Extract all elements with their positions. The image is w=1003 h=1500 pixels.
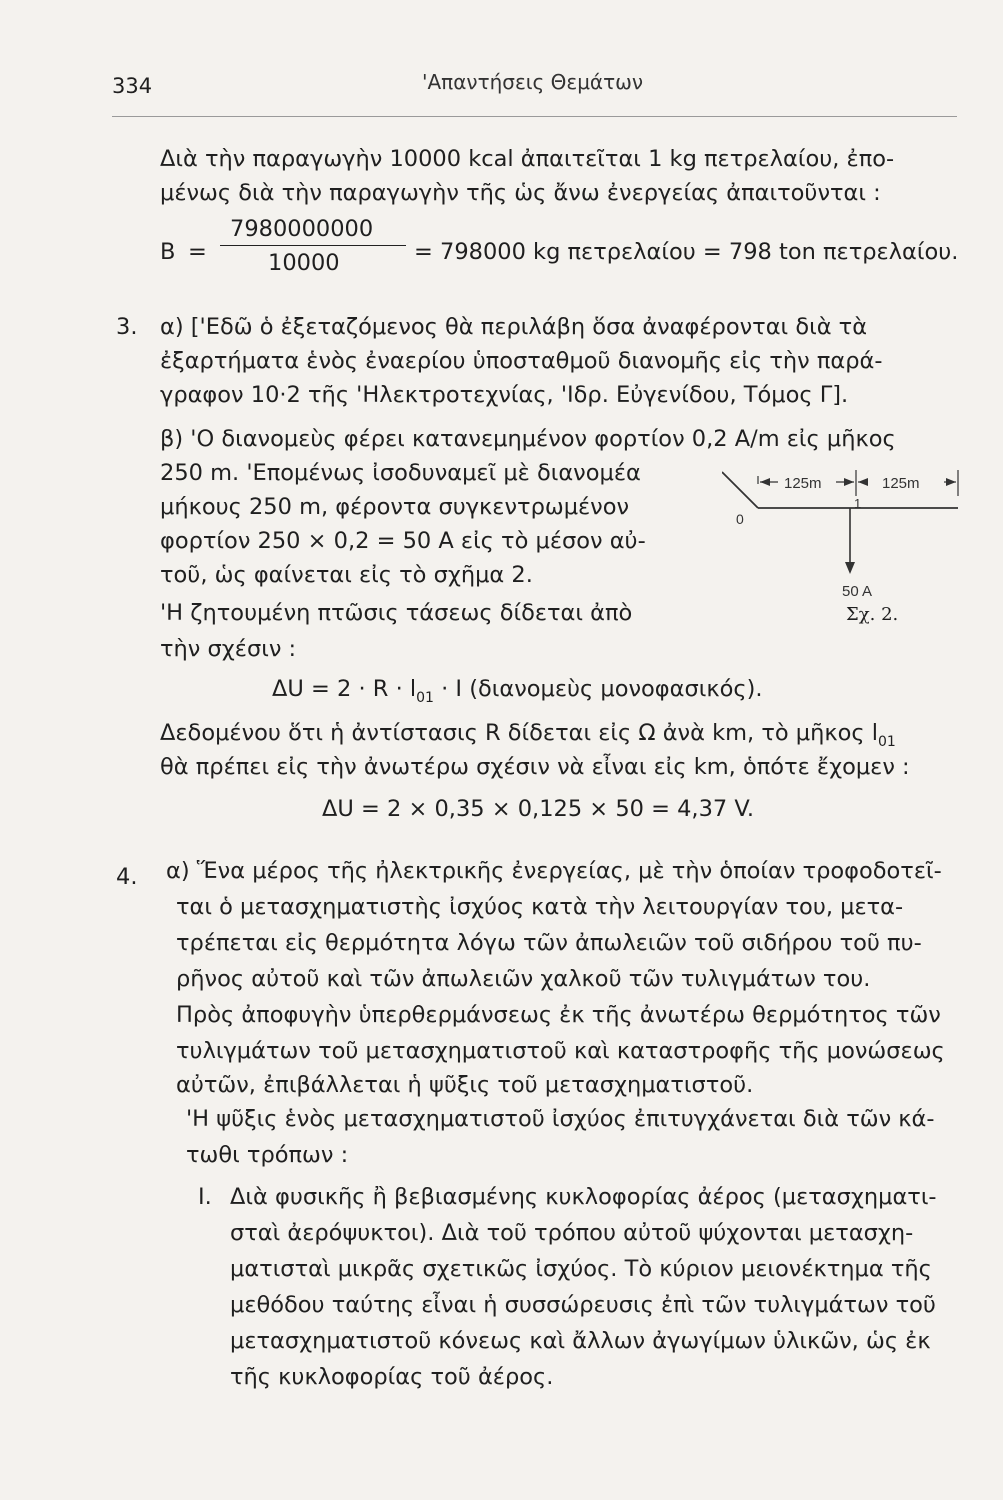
dim-arrow-left (760, 478, 770, 486)
section4-line: α) Ἕνα μέρος τῆς ἠλεκτρικῆς ἐνεργείας, μὲ τὴν ὁποίαν τροφοδοτεῖ- (166, 858, 942, 884)
section3-b-line3: μήκους 250 m, φέροντα συγκεντρωμένον (160, 494, 630, 520)
load-label: 50 A (842, 583, 873, 600)
paragraph1-line2: μένως διὰ τὴν παραγωγὴν τῆς ὡς ἄνω ἐνεργείας ἀπαιτοῦνται : (160, 180, 881, 206)
section3-a-line1: α) ['Εδῶ ὁ ἐξεταζόμενος θὰ περιλάβη ὅσα ἀναφέρονται διὰ τὰ (160, 314, 868, 340)
item-I-line: τῆς κυκλοφορίας τοῦ ἀέρος. (230, 1364, 554, 1390)
section4-line: τωθι τρόπων : (186, 1142, 349, 1168)
dim-arrow-mid-left (844, 478, 854, 486)
header-rule (112, 116, 957, 117)
section4-number: 4. (116, 864, 138, 890)
item-I-line: Διὰ φυσικῆς ἢ βεβιασμένης κυκλοφορίας ἀέρος (μετασχηματι- (230, 1184, 937, 1210)
feeder-slant-line (722, 472, 758, 508)
dim-arrow-mid-right (858, 478, 868, 486)
section3-number: 3. (116, 314, 138, 340)
node-label-0: 0 (736, 511, 744, 527)
fraction-denominator: 10000 (268, 250, 340, 276)
formula-result: ΔU = 2 × 0,35 × 0,125 × 50 = 4,37 V. (322, 796, 754, 822)
figure-caption: Σχ. 2. (846, 604, 899, 625)
page-number: 334 (112, 74, 153, 98)
given-line1 (160, 718, 896, 751)
running-title: 'Απαντήσεις Θεμάτων (422, 70, 644, 94)
item-I-number: I. (198, 1184, 212, 1210)
section3-b-line5: τοῦ, ὡς φαίνεται εἰς τὸ σχῆμα 2. (160, 562, 533, 588)
formula1-post: · I (διανομεὺς μονοφασικός). (433, 676, 763, 702)
given-line2: θὰ πρέπει εἰς τὴν ἀνωτέρω σχέσιν νὰ εἶναι εἰς km, ὁπότε ἔχομεν : (160, 754, 910, 780)
section4-line: τρέπεται εἰς θερμότητα λόγω τῶν ἀπωλειῶν τοῦ σιδήρου τοῦ πυ- (176, 930, 922, 956)
fraction-rhs: = 798000 kg πετρελαίου = 798 ton πετρελαίου. (414, 239, 959, 265)
fraction-bar (220, 245, 406, 246)
section3-b-line1: β) 'Ο διανομεὺς φέρει κατανεμημένον φορτίον 0,2 A/m εἰς μῆκος (160, 426, 896, 452)
item-I-line: μεθόδου ταύτης εἶναι ἡ συσσώρευσις ἐπὶ τῶν τυλιγμάτων τοῦ (230, 1292, 936, 1318)
section3-b-line6: 'Η ζητουμένη πτῶσις τάσεως δίδεται ἀπὸ (160, 600, 633, 626)
section3-b-line2: 250 m. 'Επομένως ἰσοδυναμεῖ μὲ διανομέα (160, 460, 641, 486)
paragraph1-line1: Διὰ τὴν παραγωγὴν 10000 kcal ἀπαιτεῖται 1 kg πετρελαίου, ἐπο- (160, 146, 895, 172)
node-label-1: 1 (854, 496, 862, 511)
section4-line: Πρὸς ἀποφυγὴν ὑπερθερμάνσεως ἐκ τῆς ἀνωτέρω θερμότητος τῶν (176, 1002, 941, 1028)
fraction-equation (160, 216, 960, 284)
formula-voltage-drop (272, 676, 763, 706)
section4-line: 'Η ψῦξις ἑνὸς μετασχηματιστοῦ ἰσχύος ἐπιτυγχάνεται διὰ τῶν κά- (186, 1106, 935, 1132)
section4-line: ρῆνος αὐτοῦ καὶ τῶν ἀπωλειῶν χαλκοῦ τῶν τυλιγμάτων του. (176, 966, 871, 992)
section4-line: ται ὁ μετασχηματιστὴς ἰσχύος κατὰ τὴν λειτουργίαν του, μετα- (176, 894, 904, 920)
item-I-line: σταὶ ἀερόψυκτοι). Διὰ τοῦ τρόπου αὐτοῦ ψύχονται μετασχη- (230, 1220, 914, 1246)
formula1-sub: 01 (416, 690, 434, 706)
load-arrow-head (845, 562, 855, 574)
dim-label-left: 125m (784, 475, 822, 492)
page-header (112, 70, 952, 114)
section4-line: τυλιγμάτων τοῦ μετασχηματιστοῦ καὶ καταστροφῆς τῆς μονώσεως (176, 1038, 945, 1064)
fraction-numerator: 7980000000 (230, 216, 374, 242)
given-line1-text: Δεδομένου ὅτι ἡ ἀντίστασις R δίδεται εἰς Ω ἀνὰ km, τὸ μῆκος l (160, 720, 879, 746)
section3-b-line7: τὴν σχέσιν : (160, 636, 297, 662)
item-I-line: μετασχηματιστοῦ κόνεως καὶ ἄλλων ἀγωγίμων ὑλικῶν, ὡς ἐκ (230, 1328, 931, 1354)
formula1-pre: ΔU = 2 · R · l (272, 676, 417, 702)
section4-line: αὐτῶν, ἐπιβάλλεται ἡ ψῦξις τοῦ μετασχηματιστοῦ. (176, 1072, 754, 1098)
fraction-lhs: B (160, 239, 176, 265)
section3-a-line2: ἐξαρτήματα ἑνὸς ἐναερίου ὑποσταθμοῦ διανομῆς εἰς τὴν παρά- (160, 348, 883, 374)
fraction-equals: = (188, 239, 207, 265)
section3-b-line4: φορτίον 250 × 0,2 = 50 A εἰς τὸ μέσον αὐ- (160, 528, 646, 554)
section3-a-line3: γραφον 10·2 τῆς 'Ηλεκτροτεχνίας, 'Ιδρ. Εὐγενίδου, Τόμος Γ]. (160, 382, 849, 408)
given-line1-sub: 01 (878, 734, 896, 750)
dim-label-right: 125m (882, 475, 920, 492)
item-I-line: ματισταὶ μικρᾶς σχετικῶς ἰσχύος. Τὸ κύριον μειονέκτημα τῆς (230, 1256, 932, 1282)
dim-arrow-right (946, 478, 956, 486)
